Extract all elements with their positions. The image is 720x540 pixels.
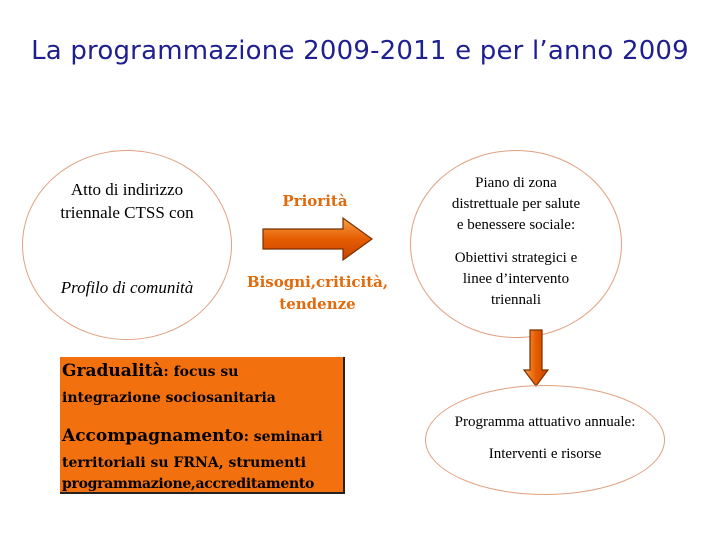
right-ellipse-line-6: triennali <box>491 292 541 308</box>
orange-box <box>60 357 345 494</box>
page-title: La programmazione 2009-2011 e per l’anno 2009 <box>31 36 689 66</box>
right-ellipse-line-4: Obiettivi strategici e <box>454 250 578 266</box>
accompagnamento-rest: : seminari <box>243 429 323 445</box>
left-ellipse-line-1: Atto di indirizzo <box>70 180 184 199</box>
right-ellipse-line-1: Piano di zona <box>475 175 557 191</box>
right-ellipse-line-5: linee d’intervento <box>462 271 570 287</box>
left-ellipse-line-3: Profilo di comunità <box>60 278 194 297</box>
right-ellipse-line-3: e benessere sociale: <box>456 217 576 233</box>
gradualita-rest: : focus su <box>163 364 239 380</box>
orange-box-line-2: integrazione sociosanitaria <box>62 390 276 406</box>
orange-box-line-5: programmazione,accreditamento <box>62 476 315 492</box>
right-ellipse-line-2: distrettuale per salute <box>451 196 581 212</box>
needs-label-line-1: Bisogni,criticità, <box>246 273 389 291</box>
accompagnamento-heading: Accompagnamento <box>62 426 244 446</box>
orange-box-line-4: territoriali su FRNA, strumenti <box>62 455 307 471</box>
right-arrow <box>263 218 372 260</box>
down-arrow <box>524 330 548 386</box>
bottom-ellipse-line-2: Interventi e risorse <box>488 446 602 462</box>
orange-box-line-1 <box>62 361 238 381</box>
bottom-ellipse-line-1: Programma attuativo annuale: <box>454 414 636 430</box>
gradualita-heading: Gradualità <box>62 361 164 381</box>
needs-label-line-2: tendenze <box>279 295 356 313</box>
orange-box-line-3 <box>62 426 323 446</box>
bottom-ellipse <box>425 385 665 495</box>
left-ellipse-line-2: triennale CTSS con <box>60 203 194 222</box>
priority-label: Priorità <box>282 192 348 210</box>
